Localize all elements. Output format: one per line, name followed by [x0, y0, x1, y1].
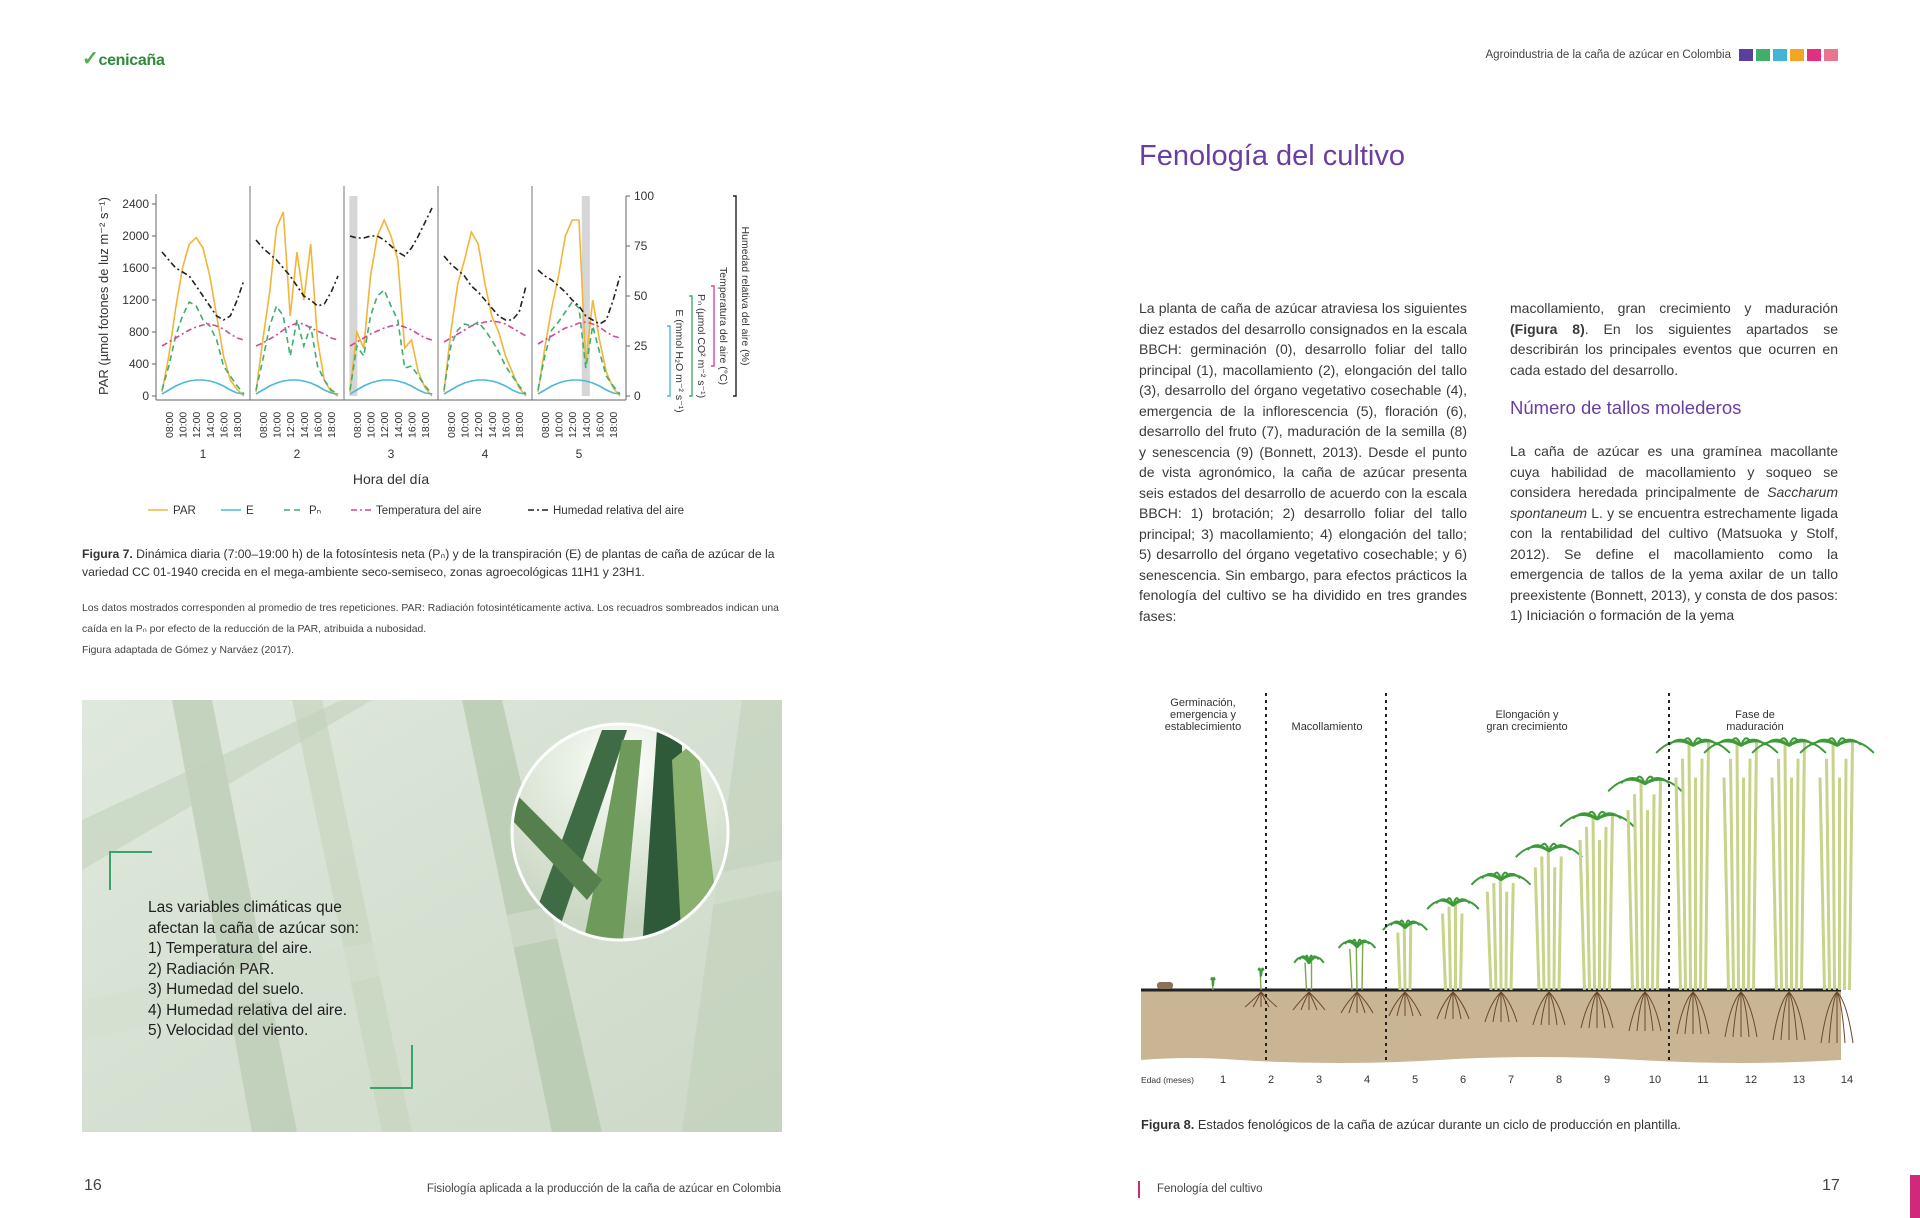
stalk — [1580, 840, 1585, 990]
series-line-3 — [162, 324, 244, 346]
page-edge-tab — [1910, 1175, 1920, 1218]
stalk — [1398, 933, 1400, 990]
month-label: 8 — [1555, 1074, 1563, 1086]
callout-line: Las variables climáticas que — [148, 899, 342, 916]
phase-label: maduración — [1726, 721, 1784, 733]
leaf — [1656, 741, 1693, 753]
subsection-title: Número de tallos molederos — [1510, 397, 1742, 418]
stalk — [1653, 794, 1655, 990]
stalk — [1461, 914, 1463, 991]
hour-tick-label: 10:00 — [177, 411, 190, 438]
stalk — [1487, 892, 1491, 990]
leaf — [1213, 978, 1215, 986]
legend-entry: PAR — [173, 505, 196, 517]
hour-tick-label: 12:00 — [567, 411, 580, 438]
leaf — [1261, 968, 1264, 976]
series-line-2 — [444, 322, 526, 394]
callout-line: 4) Humedad relativa del aire. — [148, 1001, 348, 1019]
seed-sett — [1157, 982, 1173, 989]
page-number-right: 17 — [1822, 1177, 1840, 1194]
hour-tick-label: 16:00 — [218, 411, 231, 438]
left-tick-label: 1600 — [122, 261, 149, 275]
left-tick-label: 1200 — [122, 293, 149, 307]
right-axis-label: E (mmol H₂O m⁻² s⁻¹) — [673, 309, 685, 413]
series-line-4 — [256, 240, 338, 306]
figure7-source: Figura adaptada de Gómez y Narváez (2017). — [82, 645, 294, 656]
hour-tick-label: 16:00 — [406, 411, 419, 438]
stalk — [1410, 922, 1411, 990]
x-axis-label: Hora del día — [352, 471, 430, 487]
leaf — [1549, 847, 1582, 857]
legend-entry: Pₙ — [309, 505, 322, 517]
stalk — [1658, 778, 1661, 990]
stalk — [1559, 856, 1561, 990]
series-line-1 — [350, 380, 432, 394]
callout-line: 2) Radiación PAR. — [148, 960, 275, 978]
stalk — [1754, 740, 1757, 990]
series-line-3 — [256, 323, 338, 346]
series-line-0 — [256, 212, 338, 396]
stalk — [1635, 794, 1638, 990]
hour-tick-label: 12:00 — [473, 411, 486, 438]
hour-tick-label: 16:00 — [594, 411, 607, 438]
left-tick-label: 0 — [142, 389, 149, 403]
left-tick-label: 2400 — [122, 197, 149, 211]
legend-entry: Humedad relativa del aire — [553, 505, 685, 517]
hour-tick-label: 18:00 — [326, 411, 339, 438]
body-column-2-top: macollamiento, gran crecimiento y maduración (Figura 8). En los siguientes apartados se describirán los principales eventos que ocurren en cada estado del desarrollo. — [1510, 300, 1838, 378]
stalk — [1797, 759, 1799, 990]
right-tick-label: 75 — [634, 239, 648, 253]
series-line-3 — [538, 322, 620, 344]
age-axis-label: Edad (meses) — [1141, 1075, 1194, 1085]
month-label: 3 — [1315, 1074, 1323, 1086]
hour-tick-label: 12:00 — [285, 411, 298, 438]
hour-tick-label: 18:00 — [514, 411, 527, 438]
series-line-1 — [444, 380, 526, 394]
running-header-title: Agroindustria de la caña de azúcar en Colombia — [1485, 49, 1731, 61]
stalk — [1689, 740, 1691, 990]
right-tick-label: 0 — [634, 389, 641, 403]
stalk — [1305, 962, 1307, 990]
stalk — [1772, 778, 1777, 991]
series-line-2 — [350, 290, 432, 394]
stalk — [1706, 740, 1709, 990]
color-swatch — [1807, 49, 1821, 61]
day-label: 4 — [481, 447, 489, 461]
hour-tick-label: 08:00 — [539, 411, 552, 438]
axis-bracket — [711, 286, 714, 366]
month-label: 4 — [1363, 1074, 1371, 1086]
phase-label: gran crecimiento — [1486, 721, 1568, 733]
stalk — [1511, 883, 1513, 990]
stalk — [1500, 874, 1501, 990]
hour-tick-label: 18:00 — [232, 411, 245, 438]
leaf — [1837, 741, 1874, 753]
hour-tick-label: 10:00 — [365, 411, 378, 438]
right-axis-label: Pₙ (µmol CO² m⁻² s⁻¹) — [695, 293, 707, 399]
left-tick-label: 400 — [128, 357, 149, 371]
phase-label: emergencia y — [1169, 709, 1237, 721]
stalk — [1785, 740, 1787, 990]
hour-tick-label: 08:00 — [257, 411, 270, 438]
day-label: 1 — [199, 447, 207, 461]
stalk — [1605, 827, 1607, 990]
stalk — [1443, 914, 1446, 991]
running-header — [1486, 49, 1838, 61]
footer-left-title: Fisiología aplicada a la producción de la caña de azúcar en Colombia — [426, 1183, 781, 1195]
phase-label: Elongación y — [1495, 709, 1559, 721]
cenicana-logo: ✓cenicaña — [82, 48, 165, 70]
stalk — [1641, 778, 1643, 990]
footer-accent-bar — [1138, 1181, 1140, 1198]
color-swatch — [1756, 49, 1770, 61]
phase-label: establecimiento — [1164, 721, 1242, 733]
stalk — [1506, 892, 1507, 990]
month-label: 9 — [1603, 1074, 1611, 1086]
hour-tick-label: 14:00 — [204, 411, 217, 438]
body-column-2-bottom: La caña de azúcar es una gramínea macollante cuya habilidad de macollamiento y soqueo se considera heredada principalmente de Saccharum spontaneum L. y se encuentra estrechamente ligada con la rentabilidad del cultivo (Matsuoka y Stolf, 2012). Se define el macollamiento como la emergencia de tallos de la yema axilar de un tallo preexistente (Bonnett, 2013), y consta de dos pasos: 1) Iniciación o formación de la yema — [1510, 443, 1838, 623]
series-line-4 — [162, 252, 244, 320]
left-axis-label: PAR (µmol fotones de luz m⁻² s⁻¹) — [96, 197, 111, 395]
stalk — [1628, 810, 1633, 990]
series-line-0 — [444, 232, 526, 396]
day-label: 5 — [575, 447, 583, 461]
logo-leaf-icon: ✓ — [82, 48, 99, 70]
stalk — [1404, 927, 1405, 990]
callout-line: 3) Humedad del suelo. — [148, 981, 304, 998]
stalk — [1362, 942, 1363, 990]
body-column-1: La planta de caña de azúcar atraviesa los siguientes diez estados del desarrollo consignados en la escala BBCH: germinación (0), desarrollo foliar del tallo principal (1), macollamiento (2), elongación del tallo (3), desarrollo del órgano vegetativo cosechable (4), emergencia de la inflorescencia (5), floración (6), desarrollo del fruto (7), maduración de la semilla (8) y senescencia (9) (Bonnett, 2013). Desde el punto de vista agronómico, la caña de azúcar presenta seis estados del desarrollo de acuerdo con la escala BBCH: 1) brotación; 2) desarrollo foliar del tallo principal; 3) macollamiento; 4) elongación del tallo; 5) desarrollo del órgano vegetativo cosechable; y 6) senescencia. Sin embargo, para efectos prácticos la fenología del cultivo se ha dividido en tres grandes fases: — [1139, 300, 1467, 624]
color-swatches — [1739, 49, 1838, 61]
stalk — [1683, 759, 1686, 990]
stalk — [1350, 949, 1352, 990]
stalk — [1701, 759, 1703, 990]
series-line-1 — [538, 380, 620, 394]
day-label: 2 — [293, 447, 301, 461]
figure7-note: Los datos mostrados corresponden al promedio de tres repeticiones. PAR: Radiación fotosintéticamente activa. Los recuadros sombreados indican una caída en la Pₙ por efecto de la reducción de la PAR, atribuida a nubosidad. — [82, 603, 779, 635]
phase-label: Fase de — [1735, 709, 1775, 721]
leaf — [1560, 815, 1597, 827]
month-label: 11 — [1697, 1074, 1709, 1086]
footer-right-title: Fenología del cultivo — [1157, 1183, 1263, 1195]
figure8-caption: Figura 8. Estados fenológicos de la caña de azúcar durante un ciclo de producción en plantilla. — [1141, 1117, 1681, 1132]
stalk — [1820, 778, 1825, 991]
stalk — [1449, 907, 1451, 990]
leaf — [1608, 780, 1645, 792]
hour-tick-label: 08:00 — [445, 411, 458, 438]
soil-layer — [1141, 990, 1841, 1063]
stalk — [1802, 740, 1805, 990]
legend-entry: E — [246, 505, 254, 517]
stalk — [1593, 814, 1595, 990]
month-label: 13 — [1792, 1074, 1806, 1086]
hour-tick-label: 18:00 — [420, 411, 433, 438]
right-tick-label: 25 — [634, 339, 648, 353]
series-line-4 — [444, 256, 526, 320]
stalk — [1535, 867, 1539, 990]
hour-tick-label: 14:00 — [298, 411, 311, 438]
color-swatch — [1824, 49, 1838, 61]
figure7-caption: Figura 7. Dinámica diaria (7:00–19:00 h) de la fotosíntesis neta (Pₙ) y de la transpiración (E) de plantas de caña de azúcar de la variedad CC 01-1940 crecida en el mega-ambiente seco-semiseco, zonas agroecológicas 11H1 y 23H1. — [82, 547, 775, 579]
hour-tick-label: 10:00 — [553, 411, 566, 438]
hour-tick-label: 08:00 — [163, 411, 176, 438]
callout-line: 1) Temperatura del aire. — [148, 940, 313, 957]
axis-bracket — [689, 296, 692, 396]
stalk — [1587, 827, 1590, 990]
day-label: 3 — [387, 447, 395, 461]
hour-tick-label: 14:00 — [486, 411, 499, 438]
stalk — [1845, 759, 1847, 990]
hour-tick-label: 18:00 — [608, 411, 621, 438]
axis-bracket — [733, 196, 736, 396]
legend-entry: Temperatura del aire — [376, 505, 482, 517]
month-label: 12 — [1744, 1074, 1758, 1086]
month-label: 6 — [1459, 1074, 1467, 1086]
series-line-0 — [162, 238, 244, 396]
month-label: 2 — [1267, 1074, 1275, 1086]
stalk — [1779, 759, 1782, 990]
month-label: 7 — [1507, 1074, 1515, 1086]
callout-line: afectan la caña de azúcar son: — [148, 919, 360, 937]
climate-variables-callout — [148, 898, 359, 1042]
hour-tick-label: 14:00 — [392, 411, 405, 438]
hour-tick-label: 10:00 — [271, 411, 284, 438]
hour-tick-label: 16:00 — [312, 411, 325, 438]
phase-label: Macollamiento — [1291, 721, 1363, 733]
month-label: 14 — [1840, 1074, 1854, 1086]
stalk — [1737, 740, 1739, 990]
phase-label: Germinación, — [1170, 697, 1236, 709]
stalk — [1554, 867, 1555, 990]
section-title: Fenología del cultivo — [1139, 140, 1405, 172]
stalk — [1827, 759, 1830, 990]
page-number-left: 16 — [84, 1177, 102, 1194]
stalk — [1724, 778, 1729, 991]
leaf — [1501, 875, 1530, 884]
right-tick-label: 100 — [634, 189, 655, 203]
right-tick-label: 50 — [634, 289, 648, 303]
hour-tick-label: 12:00 — [191, 411, 204, 438]
stalk — [1850, 740, 1853, 990]
month-label: 1 — [1219, 1074, 1227, 1086]
month-label: 10 — [1648, 1074, 1662, 1086]
stalk — [1610, 814, 1613, 990]
figure7-notes — [82, 598, 782, 661]
color-swatch — [1739, 49, 1753, 61]
color-swatch — [1773, 49, 1787, 61]
hour-tick-label: 16:00 — [500, 411, 513, 438]
right-axis-label: Humedad relativa del aire (%) — [739, 226, 751, 366]
figure7-chart — [82, 170, 802, 530]
stalk — [1731, 759, 1734, 990]
stalk — [1494, 883, 1496, 990]
series-line-4 — [350, 208, 432, 256]
hour-tick-label: 12:00 — [379, 411, 392, 438]
axis-bracket — [667, 326, 670, 396]
stalk — [1676, 778, 1681, 991]
hour-tick-label: 14:00 — [580, 411, 593, 438]
left-tick-label: 2000 — [122, 229, 149, 243]
left-tick-label: 800 — [128, 325, 149, 339]
stalk — [1548, 846, 1549, 990]
figure8-phenology-diagram — [1139, 688, 1854, 1098]
month-label: 5 — [1411, 1074, 1419, 1086]
hour-tick-label: 08:00 — [351, 411, 364, 438]
hour-tick-label: 10:00 — [459, 411, 472, 438]
stalk — [1356, 945, 1357, 990]
stalk — [1749, 759, 1751, 990]
sugarcane-plant — [1211, 978, 1214, 990]
stalk — [1833, 740, 1835, 990]
color-swatch — [1790, 49, 1804, 61]
right-axis-label: Temperatura del aire (°C) — [717, 267, 729, 385]
callout-line: 5) Velocidad del viento. — [148, 1022, 309, 1039]
stalk — [1542, 856, 1544, 990]
